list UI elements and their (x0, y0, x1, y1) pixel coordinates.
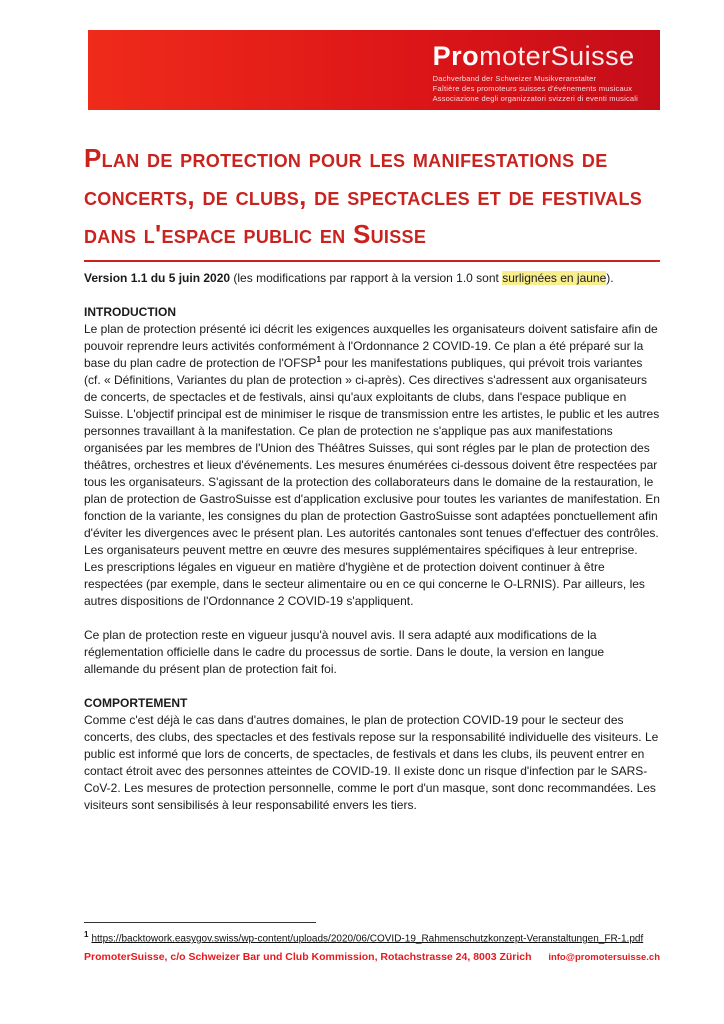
footnote-reference: 1 (316, 355, 321, 364)
footnote-link[interactable]: https://backtowork.easygov.swiss/wp-content/uploads/2020/06/COVID-19_Rahmenschutzkonzept-Veranstaltungen_FR-1.pdf (91, 933, 644, 945)
intro-p1-part1: Le plan de protection présenté ici décrit les exigences auxquelles les organisateurs doivent satisfaire afin de pouvoir reprendre leurs activités conformément à l'Ordonnance 2 COVID-19. Ce plan a été préparé sur la base du plan cadre de protection de l'OFSP (84, 322, 658, 370)
version-note-after: ). (606, 271, 614, 285)
promotersuisse-logo-block (433, 30, 660, 104)
footer-contact-row (84, 951, 660, 963)
tagline-german: Dachverband der Schweizer Musikveranstalter (432, 74, 597, 83)
introduction-paragraph-1 (84, 321, 660, 610)
logo-text-bold: Pro (432, 41, 480, 71)
version-line (84, 270, 660, 287)
section-heading-comportement: COMPORTEMENT (84, 696, 188, 710)
version-label: Version 1.1 du 5 juin 2020 (84, 271, 231, 285)
footer-email-link[interactable]: info@promotersuisse.ch (548, 952, 660, 964)
footnote (84, 928, 660, 946)
version-note-before: (les modifications par rapport à la version 1.0 sont (230, 271, 503, 285)
section-heading-introduction: INTRODUCTION (84, 305, 176, 319)
intro-p1-part2: pour les manifestations publiques, qui prévoit trois variantes (cf. « Définitions, Variantes du plan de protection » ci-après). Ces directives s'adressent aux organisateurs de concerts, de spectacles et de festivals, ainsi qu'aux exploitants de clubs, dans l'espace publique en Suisse. L'objectif principal est de minimiser le risque de transmission entre les artistes, le public et les autres personnes travaillant à la manifestation. Ce plan de protection ne s'applique pas aux manifestations organisées par les membres de l'Union des Théâtres Suisses, qui sont régles par le plan de protection des théâtres, orchestres et lieux d'événements. Les mesures énumérées ci-dessous doivent être respectées par tous les organisateurs. S'agissant de la protection des collaborateurs dans le domaine de la restauration, le plan de protection de GastroSuisse est d'application exclusive pour toutes les variantes de manifestation. En fonction de la variante, les consignes du plan de protection GastroSuisse sont adaptées ponctuellement afin d'éviter les divergences avec le présent plan. Les autorités cantonales sont tenues d'effectuer des contrôles. Les organisateurs peuvent mettre en œuvre des mesures supplémentaires spécifiques à leur entreprise. Les prescriptions légales en vigueur en matière d'hygiène et de protection doivent continuer à être respectées (par exemple, dans le secteur alimentaire ou en ce qui concerne le O-LRNIS). Par ailleurs, les autres dispositions de l'Ordonnance 2 COVID-19 s'appliquent. (84, 356, 660, 608)
brand-header-band (88, 30, 660, 110)
footnote-divider (84, 922, 316, 923)
promotersuisse-logo (433, 41, 638, 71)
footnote-marker: 1 (84, 930, 89, 939)
page-title: Plan de protection pour les manifestations de concerts, de clubs, de spectacles et de festivals dans l'espace public en Suisse (84, 143, 643, 249)
footer-address: PromoterSuisse, c/o Schweizer Bar und Club Kommission, Rotachstrasse 24, 8003 Zürich (84, 951, 532, 964)
title-divider (84, 260, 660, 262)
tagline-italian: Associazione degli organizzatori svizzeri di eventi musicali (432, 94, 638, 103)
logo-taglines (433, 74, 638, 104)
logo-text-rest: moterSuisse (479, 41, 635, 71)
introduction-paragraph-2: Ce plan de protection reste en vigueur jusqu'à nouvel avis. Il sera adapté aux modifications de la réglementation officielle dans le cadre du processus de sortie. Dans le doute, la version en langue allemande du présent plan de protection fait foi. (84, 628, 605, 676)
tagline-french: Faîtière des promoteurs suisses d'événements musicaux (432, 84, 633, 93)
version-note-highlight: surlignées en jaune (502, 271, 607, 285)
comportement-paragraph: Comme c'est déjà le cas dans d'autres domaines, le plan de protection COVID-19 pour le secteur des concerts, des clubs, des spectacles et des festivals repose sur la responsabilité individuelle des visiteurs. Le public est informé que lors de concerts, de spectacles, de festivals et dans les clubs, ils peuvent entrer en contact étroit avec des personnes atteintes de COVID-19. Il existe donc un risque d'infection par le SARS-CoV-2. Les mesures de protection personnelle, comme le port d'un masque, sont donc recommandées. Les visiteurs sont sensibilisés à leur responsabilité envers les tiers. (84, 713, 659, 812)
page-footer (84, 922, 660, 963)
